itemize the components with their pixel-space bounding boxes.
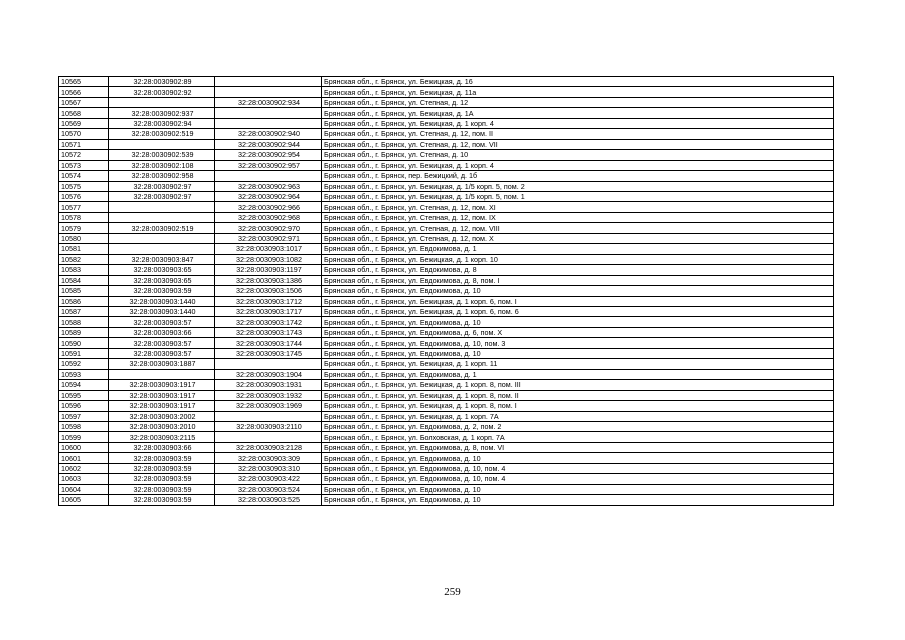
building-cadastral-number-cell: 32:28:0030903:1743 [215,327,322,337]
table-row [59,254,834,264]
table-row [59,359,834,369]
building-cadastral-number-cell: 32:28:0030903:1904 [215,369,322,379]
row-number-cell: 10597 [59,411,109,421]
row-number-cell: 10581 [59,244,109,254]
building-cadastral-number-cell [215,359,322,369]
row-number-cell: 10587 [59,306,109,316]
row-number-cell: 10586 [59,296,109,306]
land-plot-cadastral-number-cell: 32:28:0030902:108 [109,160,215,170]
land-plot-cadastral-number-cell: 32:28:0030902:519 [109,129,215,139]
address-cell: Брянская обл., г. Брянск, ул. Евдокимова, д. 10 [322,317,834,327]
building-cadastral-number-cell: 32:28:0030903:2110 [215,421,322,431]
building-cadastral-number-cell: 32:28:0030903:1717 [215,306,322,316]
address-cell: Брянская обл., г. Брянск, ул. Евдокимова, д. 10, пом. 4 [322,463,834,473]
table-row [59,463,834,473]
table-row [59,390,834,400]
land-plot-cadastral-number-cell: 32:28:0030903:1440 [109,296,215,306]
land-plot-cadastral-number-cell [109,97,215,107]
table-row [59,484,834,494]
row-number-cell: 10605 [59,495,109,505]
table-row [59,77,834,87]
table-row [59,401,834,411]
address-cell: Брянская обл., г. Брянск, ул. Степная, д. 12, пом. II [322,129,834,139]
row-number-cell: 10595 [59,390,109,400]
building-cadastral-number-cell: 32:28:0030902:966 [215,202,322,212]
address-cell: Брянская обл., г. Брянск, ул. Евдокимова, д. 10 [322,495,834,505]
building-cadastral-number-cell: 32:28:0030903:1017 [215,244,322,254]
land-plot-cadastral-number-cell [109,202,215,212]
address-cell: Брянская обл., г. Брянск, ул. Бежицкая, д. 1 корп. 10 [322,254,834,264]
address-cell: Брянская обл., г. Брянск, ул. Евдокимова, д. 1 [322,369,834,379]
page-number: 259 [444,586,461,598]
address-cell: Брянская обл., г. Брянск, ул. Бежицкая, д. 1 корп. 7А [322,411,834,421]
land-plot-cadastral-number-cell: 32:28:0030903:57 [109,338,215,348]
row-number-cell: 10568 [59,108,109,118]
building-cadastral-number-cell: 32:28:0030903:1197 [215,265,322,275]
row-number-cell: 10604 [59,484,109,494]
table-row [59,286,834,296]
building-cadastral-number-cell: 32:28:0030903:524 [215,484,322,494]
table-row [59,223,834,233]
address-cell: Брянская обл., г. Брянск, ул. Бежицкая, д. 1 корп. 6, пом. I [322,296,834,306]
row-number-cell: 10569 [59,118,109,128]
land-plot-cadastral-number-cell [109,233,215,243]
table-row [59,348,834,358]
land-plot-cadastral-number-cell: 32:28:0030903:57 [109,348,215,358]
table-row [59,160,834,170]
address-cell: Брянская обл., г. Брянск, ул. Бежицкая, д. 1А [322,108,834,118]
address-cell: Брянская обл., г. Брянск, ул. Степная, д. 12, пом. VIII [322,223,834,233]
table-row [59,244,834,254]
cadastral-table [58,76,834,506]
building-cadastral-number-cell: 32:28:0030903:422 [215,474,322,484]
address-cell: Брянская обл., г. Брянск, ул. Степная, д. 12, пом. X [322,233,834,243]
table-row [59,474,834,484]
table-row [59,265,834,275]
land-plot-cadastral-number-cell: 32:28:0030903:2002 [109,411,215,421]
land-plot-cadastral-number-cell: 32:28:0030903:1440 [109,306,215,316]
row-number-cell: 10588 [59,317,109,327]
row-number-cell: 10593 [59,369,109,379]
table-row [59,317,834,327]
row-number-cell: 10591 [59,348,109,358]
building-cadastral-number-cell: 32:28:0030902:963 [215,181,322,191]
building-cadastral-number-cell: 32:28:0030903:1386 [215,275,322,285]
building-cadastral-number-cell: 32:28:0030902:970 [215,223,322,233]
table-row [59,233,834,243]
table-row [59,129,834,139]
building-cadastral-number-cell [215,432,322,442]
row-number-cell: 10594 [59,380,109,390]
table-row [59,306,834,316]
building-cadastral-number-cell: 32:28:0030903:1931 [215,380,322,390]
table-row [59,369,834,379]
building-cadastral-number-cell: 32:28:0030903:1932 [215,390,322,400]
land-plot-cadastral-number-cell: 32:28:0030903:1887 [109,359,215,369]
land-plot-cadastral-number-cell: 32:28:0030903:1917 [109,390,215,400]
row-number-cell: 10580 [59,233,109,243]
land-plot-cadastral-number-cell: 32:28:0030902:539 [109,150,215,160]
table-row [59,380,834,390]
building-cadastral-number-cell: 32:28:0030903:1506 [215,286,322,296]
row-number-cell: 10567 [59,97,109,107]
building-cadastral-number-cell: 32:28:0030903:2128 [215,442,322,452]
row-number-cell: 10574 [59,171,109,181]
table-row [59,139,834,149]
row-number-cell: 10573 [59,160,109,170]
building-cadastral-number-cell: 32:28:0030902:964 [215,191,322,201]
row-number-cell: 10570 [59,129,109,139]
row-number-cell: 10598 [59,421,109,431]
row-number-cell: 10576 [59,191,109,201]
row-number-cell: 10602 [59,463,109,473]
table-row [59,296,834,306]
row-number-cell: 10600 [59,442,109,452]
row-number-cell: 10601 [59,453,109,463]
land-plot-cadastral-number-cell: 32:28:0030903:2115 [109,432,215,442]
table-row [59,432,834,442]
land-plot-cadastral-number-cell: 32:28:0030902:519 [109,223,215,233]
land-plot-cadastral-number-cell [109,369,215,379]
land-plot-cadastral-number-cell: 32:28:0030902:89 [109,77,215,87]
building-cadastral-number-cell: 32:28:0030902:957 [215,160,322,170]
row-number-cell: 10575 [59,181,109,191]
address-cell: Брянская обл., г. Брянск, ул. Бежицкая, д. 1 корп. 8, пом. I [322,401,834,411]
building-cadastral-number-cell: 32:28:0030902:944 [215,139,322,149]
land-plot-cadastral-number-cell: 32:28:0030903:59 [109,474,215,484]
land-plot-cadastral-number-cell [109,139,215,149]
table-row [59,442,834,452]
table-row [59,411,834,421]
land-plot-cadastral-number-cell: 32:28:0030903:65 [109,275,215,285]
address-cell: Брянская обл., г. Брянск, ул. Евдокимова, д. 8, пом. I [322,275,834,285]
address-cell: Брянская обл., г. Брянск, ул. Евдокимова, д. 6, пом. X [322,327,834,337]
row-number-cell: 10565 [59,77,109,87]
address-cell: Брянская обл., г. Брянск, ул. Бежицкая, д. 1 корп. 6, пом. 6 [322,306,834,316]
address-cell: Брянская обл., г. Брянск, ул. Евдокимова, д. 10 [322,348,834,358]
land-plot-cadastral-number-cell: 32:28:0030903:59 [109,286,215,296]
address-cell: Брянская обл., г. Брянск, пер. Бежицкий, д. 1б [322,171,834,181]
address-cell: Брянская обл., г. Брянск, ул. Бежицкая, д. 16 [322,77,834,87]
building-cadastral-number-cell: 32:28:0030903:1742 [215,317,322,327]
building-cadastral-number-cell [215,171,322,181]
address-cell: Брянская обл., г. Брянск, ул. Степная, д. 12, пом. IX [322,212,834,222]
address-cell: Брянская обл., г. Брянск, ул. Бежицкая, д. 1/5 корп. 5, пом. 2 [322,181,834,191]
address-cell: Брянская обл., г. Брянск, ул. Степная, д. 12, пом. XI [322,202,834,212]
building-cadastral-number-cell: 32:28:0030902:971 [215,233,322,243]
row-number-cell: 10572 [59,150,109,160]
table-body [59,77,834,506]
row-number-cell: 10571 [59,139,109,149]
row-number-cell: 10589 [59,327,109,337]
table-row [59,453,834,463]
row-number-cell: 10579 [59,223,109,233]
address-cell: Брянская обл., г. Брянск, ул. Евдокимова, д. 10, пом. 3 [322,338,834,348]
building-cadastral-number-cell: 32:28:0030902:940 [215,129,322,139]
building-cadastral-number-cell [215,108,322,118]
address-cell: Брянская обл., г. Брянск, ул. Бежицкая, д. 1 корп. 8, пом. II [322,390,834,400]
table-row [59,181,834,191]
row-number-cell: 10582 [59,254,109,264]
land-plot-cadastral-number-cell: 32:28:0030903:59 [109,453,215,463]
table-row [59,191,834,201]
row-number-cell: 10590 [59,338,109,348]
table-row [59,495,834,505]
land-plot-cadastral-number-cell: 32:28:0030903:59 [109,484,215,494]
building-cadastral-number-cell: 32:28:0030903:1745 [215,348,322,358]
land-plot-cadastral-number-cell: 32:28:0030902:92 [109,87,215,97]
land-plot-cadastral-number-cell: 32:28:0030903:66 [109,442,215,452]
row-number-cell: 10583 [59,265,109,275]
table-row [59,87,834,97]
row-number-cell: 10596 [59,401,109,411]
row-number-cell: 10577 [59,202,109,212]
building-cadastral-number-cell: 32:28:0030903:525 [215,495,322,505]
address-cell: Брянская обл., г. Брянск, ул. Евдокимова, д. 10 [322,286,834,296]
land-plot-cadastral-number-cell: 32:28:0030903:59 [109,495,215,505]
address-cell: Брянская обл., г. Брянск, ул. Бежицкая, д. 1 корп. 4 [322,160,834,170]
row-number-cell: 10584 [59,275,109,285]
land-plot-cadastral-number-cell: 32:28:0030902:94 [109,118,215,128]
land-plot-cadastral-number-cell [109,212,215,222]
building-cadastral-number-cell: 32:28:0030903:310 [215,463,322,473]
address-cell: Брянская обл., г. Брянск, ул. Евдокимова, д. 10 [322,484,834,494]
building-cadastral-number-cell: 32:28:0030902:968 [215,212,322,222]
address-cell: Брянская обл., г. Брянск, ул. Болховская, д. 1 корп. 7А [322,432,834,442]
building-cadastral-number-cell: 32:28:0030903:1082 [215,254,322,264]
land-plot-cadastral-number-cell: 32:28:0030902:937 [109,108,215,118]
table-row [59,108,834,118]
building-cadastral-number-cell: 32:28:0030902:954 [215,150,322,160]
table-row [59,97,834,107]
land-plot-cadastral-number-cell: 32:28:0030902:958 [109,171,215,181]
land-plot-cadastral-number-cell: 32:28:0030903:66 [109,327,215,337]
address-cell: Брянская обл., г. Брянск, ул. Евдокимова, д. 10 [322,453,834,463]
land-plot-cadastral-number-cell: 32:28:0030903:2010 [109,421,215,431]
row-number-cell: 10592 [59,359,109,369]
table-row [59,202,834,212]
building-cadastral-number-cell [215,411,322,421]
building-cadastral-number-cell [215,77,322,87]
land-plot-cadastral-number-cell: 32:28:0030903:65 [109,265,215,275]
building-cadastral-number-cell: 32:28:0030903:1712 [215,296,322,306]
table-row [59,275,834,285]
table-row [59,118,834,128]
address-cell: Брянская обл., г. Брянск, ул. Бежицкая, д. 11а [322,87,834,97]
address-cell: Брянская обл., г. Брянск, ул. Евдокимова, д. 2, пом. 2 [322,421,834,431]
land-plot-cadastral-number-cell: 32:28:0030903:1917 [109,401,215,411]
address-cell: Брянская обл., г. Брянск, ул. Бежицкая, д. 1 корп. 8, пом. III [322,380,834,390]
building-cadastral-number-cell [215,87,322,97]
address-cell: Брянская обл., г. Брянск, ул. Евдокимова, д. 1 [322,244,834,254]
land-plot-cadastral-number-cell: 32:28:0030903:1917 [109,380,215,390]
address-cell: Брянская обл., г. Брянск, ул. Бежицкая, д. 1 корп. 4 [322,118,834,128]
table-row [59,212,834,222]
row-number-cell: 10585 [59,286,109,296]
address-cell: Брянская обл., г. Брянск, ул. Евдокимова, д. 10, пом. 4 [322,474,834,484]
address-cell: Брянская обл., г. Брянск, ул. Евдокимова, д. 8 [322,265,834,275]
building-cadastral-number-cell: 32:28:0030903:309 [215,453,322,463]
address-cell: Брянская обл., г. Брянск, ул. Бежицкая, д. 1/5 корп. 5, пом. 1 [322,191,834,201]
table-row [59,327,834,337]
address-cell: Брянская обл., г. Брянск, ул. Степная, д. 12, пом. VII [322,139,834,149]
table-row [59,150,834,160]
building-cadastral-number-cell: 32:28:0030902:934 [215,97,322,107]
table-row [59,338,834,348]
land-plot-cadastral-number-cell: 32:28:0030902:97 [109,191,215,201]
address-cell: Брянская обл., г. Брянск, ул. Степная, д. 10 [322,150,834,160]
row-number-cell: 10599 [59,432,109,442]
building-cadastral-number-cell: 32:28:0030903:1969 [215,401,322,411]
row-number-cell: 10578 [59,212,109,222]
table-row [59,171,834,181]
building-cadastral-number-cell: 32:28:0030903:1744 [215,338,322,348]
address-cell: Брянская обл., г. Брянск, ул. Степная, д. 12 [322,97,834,107]
land-plot-cadastral-number-cell: 32:28:0030903:59 [109,463,215,473]
address-cell: Брянская обл., г. Брянск, ул. Бежицкая, д. 1 корп. 11 [322,359,834,369]
building-cadastral-number-cell [215,118,322,128]
land-plot-cadastral-number-cell: 32:28:0030903:847 [109,254,215,264]
row-number-cell: 10566 [59,87,109,97]
address-cell: Брянская обл., г. Брянск, ул. Евдокимова, д. 8, пом. VI [322,442,834,452]
land-plot-cadastral-number-cell: 32:28:0030902:97 [109,181,215,191]
land-plot-cadastral-number-cell [109,244,215,254]
land-plot-cadastral-number-cell: 32:28:0030903:57 [109,317,215,327]
table-row [59,421,834,431]
row-number-cell: 10603 [59,474,109,484]
